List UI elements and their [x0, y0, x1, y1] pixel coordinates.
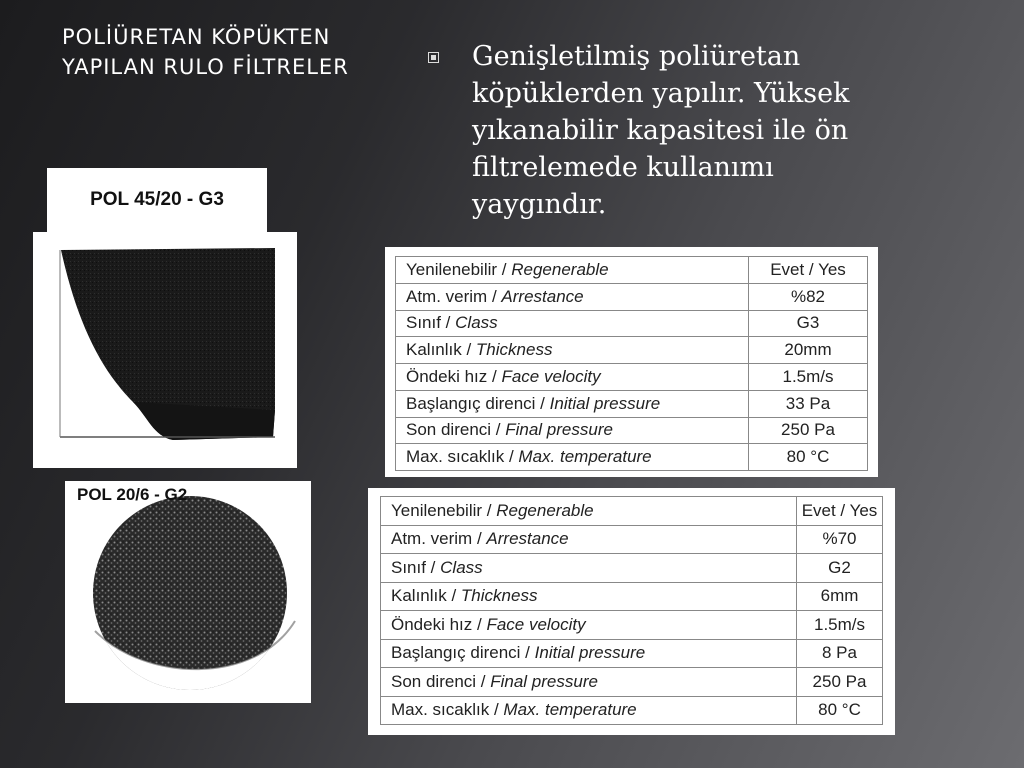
foam-circle-picture: [65, 481, 311, 703]
table-row: Öndeki hız / Face velocity 1.5m/s: [396, 364, 868, 391]
slide-title: POLİÜRETAN KÖPÜKTEN YAPILAN RULO FİLTRELER: [62, 25, 349, 79]
foam-sheet-picture: [33, 232, 297, 468]
table-row: Max. sıcaklık / Max. temperature 80 °C: [396, 444, 868, 471]
table-row: Kalınlık / Thickness 6mm: [381, 582, 883, 611]
table-row: Başlangıç direnci / Initial pressure 33 Pa: [396, 390, 868, 417]
bullet-square-icon: [428, 52, 439, 63]
foam-circle-image-g2: [65, 481, 311, 703]
table-row: Kalınlık / Thickness 20mm: [396, 337, 868, 364]
table-row: Başlangıç direnci / Initial pressure 8 Pa: [381, 639, 883, 668]
product-label-pol-45-20: POL 45/20 - G3: [47, 168, 267, 232]
spec-table-g3: [385, 247, 878, 477]
bullet-text: Genişletilmiş poliüretan köpüklerden yapılır. Yüksek yıkanabilir kapasitesi ile ön filtrelemede kullanımı yaygındır.: [472, 41, 850, 220]
table-row: Yenilenebilir / Regenerable Evet / Yes: [396, 257, 868, 284]
foam-sheet-image-g3: [33, 232, 297, 468]
bullet-point: [428, 38, 898, 223]
table-row: Atm. verim / Arrestance %70: [381, 525, 883, 554]
table-row: Max. sıcaklık / Max. temperature 80 °C: [381, 696, 883, 725]
table-row: Yenilenebilir / Regenerable Evet / Yes: [381, 497, 883, 526]
spec-table-g2: [368, 488, 895, 735]
table-row: Son direnci / Final pressure 250 Pa: [381, 668, 883, 697]
table-row: Öndeki hız / Face velocity 1.5m/s: [381, 611, 883, 640]
table-row: Son direnci / Final pressure 250 Pa: [396, 417, 868, 444]
product-label-pol-20-6: POL 20/6 - G2: [77, 485, 188, 504]
table-row: Sınıf / Class G2: [381, 554, 883, 583]
table-row: Atm. verim / Arrestance %82: [396, 283, 868, 310]
table-row: Sınıf / Class G3: [396, 310, 868, 337]
